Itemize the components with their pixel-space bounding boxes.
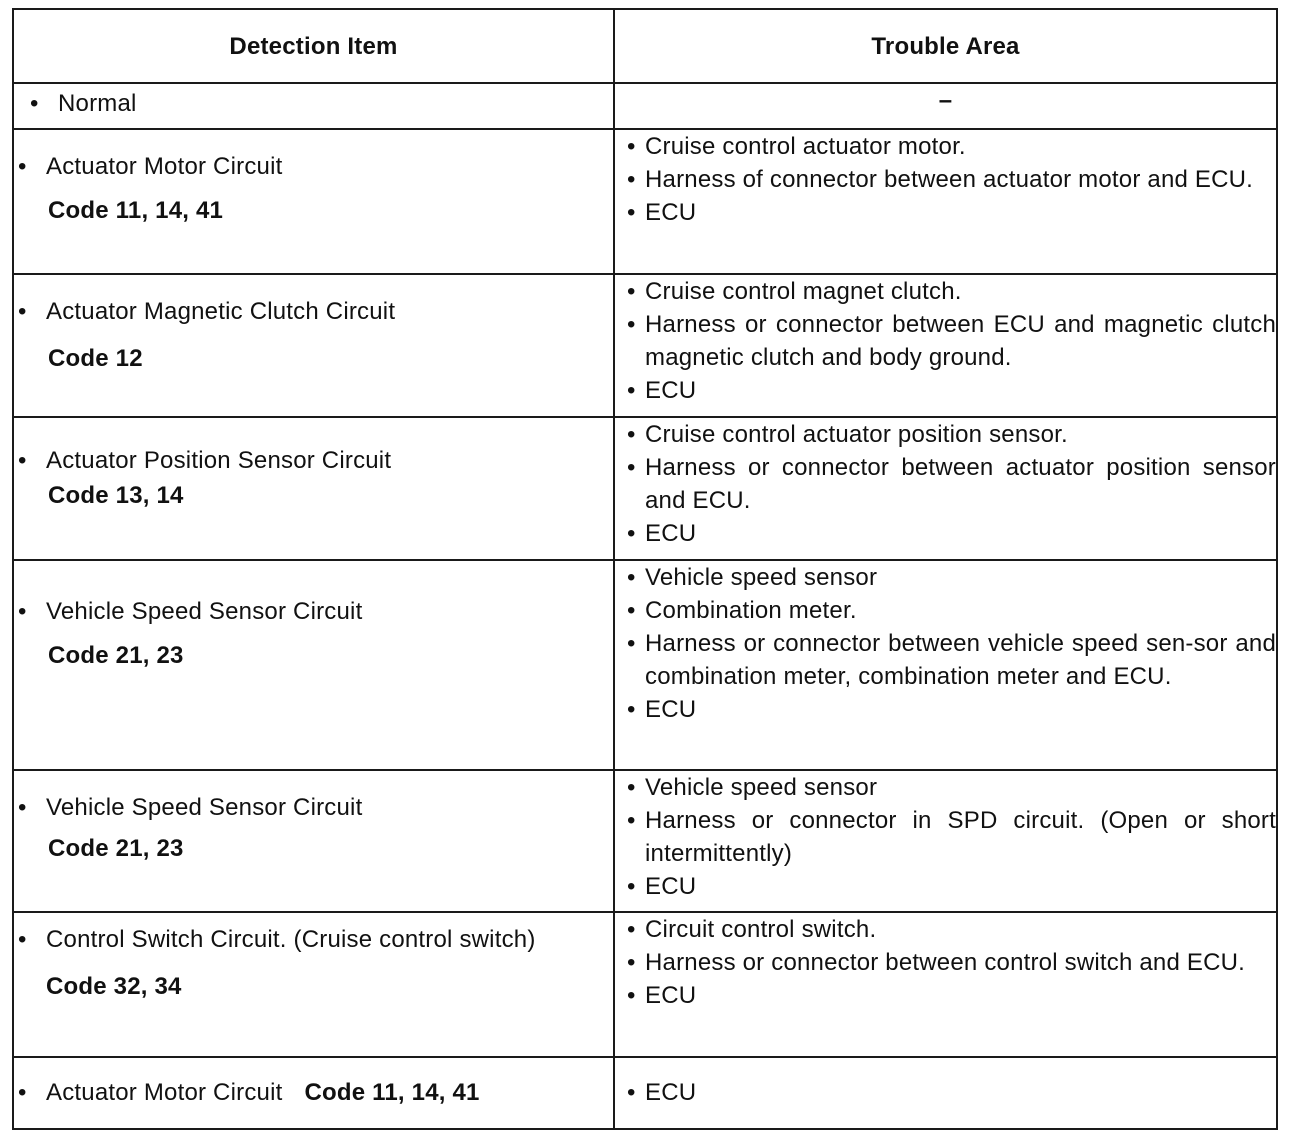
bullet-icon: • [18, 153, 27, 180]
table-row [13, 770, 1277, 912]
bullet-icon: • [18, 447, 27, 474]
trouble-item: • Circuit control switch. [615, 913, 1276, 946]
bullet-icon: • [627, 199, 636, 226]
detection-cell [13, 912, 614, 1057]
trouble-item: • ECU [615, 374, 1276, 407]
detection-item: Actuator Magnetic Clutch Circuit [46, 298, 396, 325]
bullet-icon: • [627, 133, 636, 160]
trouble-item: • Cruise control actuator motor. [615, 130, 1276, 163]
bullet-icon: • [627, 807, 636, 834]
trouble-item: • Vehicle speed sensor [615, 771, 1276, 804]
trouble-item: • Harness or connector between actuator position sensor and ECU. [615, 451, 1276, 517]
fault-code: Code 32, 34 [46, 973, 182, 1000]
bullet-icon: • [30, 90, 39, 117]
trouble-area-none: – [614, 83, 1277, 129]
header-trouble-area: Trouble Area [614, 9, 1277, 83]
bullet-icon: • [627, 311, 636, 338]
bullet-icon: • [627, 597, 636, 624]
bullet-icon: • [627, 949, 636, 976]
detection-item: Vehicle Speed Sensor Circuit [46, 598, 363, 625]
table-row [13, 912, 1277, 1057]
diagnostic-code-table [12, 8, 1278, 1130]
bullet-icon: • [627, 454, 636, 481]
detection-cell [13, 1057, 614, 1129]
table-header-row [13, 9, 1277, 83]
fault-code: Code 12 [48, 345, 143, 372]
trouble-cell [614, 129, 1277, 274]
trouble-item: • Combination meter. [615, 594, 1276, 627]
trouble-cell [614, 560, 1277, 770]
detection-cell [13, 560, 614, 770]
trouble-item: • ECU [615, 1076, 1276, 1109]
trouble-item: • Harness or connector between control switch and ECU. [615, 946, 1276, 979]
bullet-icon: • [18, 598, 27, 625]
trouble-item: • Harness of connector between actuator motor and ECU. [615, 163, 1276, 196]
bullet-icon: • [627, 520, 636, 547]
table-row [13, 560, 1277, 770]
table-row-normal [13, 83, 1277, 129]
detection-item: Control Switch Circuit. (Cruise control switch) [46, 926, 536, 953]
bullet-icon: • [627, 774, 636, 801]
trouble-cell [614, 912, 1277, 1057]
trouble-item: • Harness or connector in SPD circuit. (Open or short intermittently) [615, 804, 1276, 870]
detection-item: Actuator Motor Circuit [46, 153, 283, 180]
detection-cell [13, 274, 614, 417]
bullet-icon: • [627, 696, 636, 723]
detection-cell [13, 417, 614, 560]
trouble-item: • ECU [615, 870, 1276, 903]
detection-item: Actuator Position Sensor Circuit [46, 447, 392, 474]
bullet-icon: • [627, 1079, 636, 1106]
bullet-icon: • [627, 421, 636, 448]
trouble-cell [614, 274, 1277, 417]
trouble-item: • ECU [615, 517, 1276, 550]
fault-code: Code 13, 14 [48, 482, 184, 509]
detection-item: Normal [58, 90, 137, 117]
trouble-item: • Cruise control magnet clutch. [615, 275, 1276, 308]
trouble-item: • ECU [615, 693, 1276, 726]
trouble-cell [614, 770, 1277, 912]
fault-code: Code 11, 14, 41 [48, 197, 224, 224]
detection-cell [13, 770, 614, 912]
detection-cell [13, 129, 614, 274]
table-row [13, 129, 1277, 274]
detection-item: Actuator Motor Circuit [46, 1079, 283, 1106]
table-row [13, 1057, 1277, 1129]
bullet-icon: • [18, 1079, 27, 1106]
bullet-icon: • [627, 278, 636, 305]
bullet-icon: • [18, 794, 27, 821]
trouble-item: • Harness or connector between ECU and magnetic clutch magnetic clutch and body ground. [615, 308, 1276, 374]
trouble-item: • Harness or connector between vehicle speed sen-sor and combination meter, combination meter and ECU. [615, 627, 1276, 693]
trouble-cell [614, 417, 1277, 560]
bullet-icon: • [627, 916, 636, 943]
header-detection-item: Detection Item [13, 9, 614, 83]
bullet-icon: • [627, 873, 636, 900]
bullet-icon: • [627, 982, 636, 1009]
fault-code: Code 21, 23 [48, 835, 184, 862]
bullet-icon: • [18, 298, 27, 325]
trouble-item: • Cruise control actuator position sensor. [615, 418, 1276, 451]
bullet-icon: • [18, 926, 27, 953]
table-row [13, 274, 1277, 417]
bullet-icon: • [627, 630, 636, 657]
bullet-icon: • [627, 564, 636, 591]
detection-item: Vehicle Speed Sensor Circuit [46, 794, 363, 821]
detection-cell [13, 83, 614, 129]
fault-code: Code 21, 23 [48, 642, 184, 669]
trouble-item: • ECU [615, 196, 1276, 229]
trouble-item: • ECU [615, 979, 1276, 1012]
fault-code: Code 11, 14, 41 [304, 1079, 480, 1106]
bullet-icon: • [627, 166, 636, 193]
trouble-cell [614, 1057, 1277, 1129]
trouble-item: • Vehicle speed sensor [615, 561, 1276, 594]
bullet-icon: • [627, 377, 636, 404]
table-row [13, 417, 1277, 560]
